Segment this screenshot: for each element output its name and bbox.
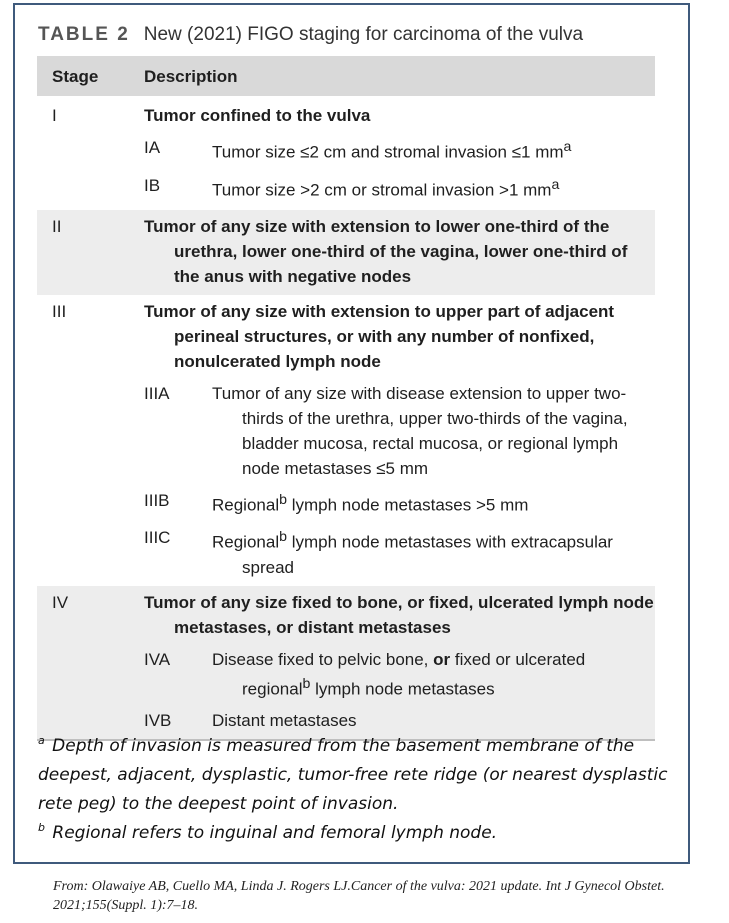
stage-cell: II: [37, 210, 144, 295]
table-label: TABLE 2: [38, 24, 130, 45]
stage-cell: IV: [37, 586, 144, 640]
footnote-mark: b: [38, 821, 45, 834]
stage-cell: III: [52, 302, 67, 322]
substage-text: Regional: [212, 532, 280, 552]
source-citation: From: Olawaiye AB, Cuello MA, Linda J. Rogers LJ.Cancer of the vulva: 2021 update. Int J Gynecol Obstet. 2021;155(Suppl. 1):7–18.: [53, 879, 665, 913]
substage-code: IB: [144, 175, 161, 195]
stage-description: Tumor confined to the vulva: [144, 106, 371, 125]
substage-text-rest: lymph node metastases: [310, 679, 495, 699]
footnote-a: [38, 732, 678, 819]
substage-code: IVA: [144, 649, 171, 669]
substage-code: IVB: [144, 711, 172, 731]
substage-text: Tumor size >2 cm or stromal invasion >1 mm: [212, 180, 552, 200]
stage-group-iii: [37, 295, 655, 585]
stage-group-i: [37, 96, 655, 210]
stage-description: Tumor of any size fixed to bone, or fixed, ulcerated lymph node metastases, or distant metastases: [144, 586, 655, 640]
substage-row: [37, 640, 655, 702]
header-row: [37, 56, 655, 96]
substage-row: [37, 128, 655, 165]
substage-text: Regional: [212, 495, 280, 515]
substage-code: IIIA: [144, 384, 170, 404]
footnote-ref: b: [302, 675, 311, 692]
stage-group-ii: [37, 210, 655, 295]
substage-code: IIIB: [144, 491, 170, 511]
footnote-ref: b: [279, 528, 287, 545]
substage-code: IIIC: [144, 527, 171, 547]
footnotes: [38, 732, 678, 848]
substage-text-rest: lymph node metastases >5 mm: [286, 495, 529, 515]
table-row: [37, 295, 655, 374]
substage-text-bold: or: [433, 649, 451, 669]
footnote-ref: a: [551, 176, 560, 193]
substage-text-rest: lymph node metastases with extracapsular spread: [242, 532, 613, 577]
substage-text-mid: fixed or ulcerated regional: [242, 649, 586, 699]
footnote-ref: b: [279, 492, 287, 509]
table-caption: New (2021) FIGO staging for carcinoma of the vulva: [143, 24, 584, 45]
table-row: [37, 96, 655, 128]
footnote-mark: a: [38, 734, 45, 747]
footnote-b: [38, 819, 678, 848]
substage-row: [37, 518, 655, 586]
substage-code: IA: [144, 138, 161, 157]
table-row: [37, 586, 655, 640]
substage-row: [37, 165, 655, 211]
footnote-text: Depth of invasion is measured from the basement membrane of the deepest, adjacent, dysplastic, tumor-free rete ridge (or nearest dysplastic rete peg) to the deepest point of invasion.: [38, 736, 668, 814]
stage-cell: I: [52, 106, 57, 125]
stage-description: Tumor of any size with extension to upper part of adjacent perineal structures, or with any number of nonfixed, nonulcerated lymph node: [144, 302, 615, 372]
substage-text: Distant metastases: [212, 711, 357, 731]
substage-text: Tumor size ≤2 cm and stromal invasion ≤1 mm: [212, 142, 564, 162]
header-description: Description: [144, 56, 655, 96]
stage-description: Tumor of any size with extension to lower one-third of the urethra, lower one-third of the vagina, lower one-third of the anus with negative nodes: [144, 210, 655, 295]
substage-row: [37, 374, 655, 481]
stage-group-iv: [37, 586, 655, 741]
table-title: [38, 24, 583, 46]
footnote-ref: a: [563, 139, 572, 155]
substage-text: Disease fixed to pelvic bone,: [212, 649, 434, 669]
substage-row: [37, 481, 655, 518]
staging-table: [37, 56, 655, 741]
header-stage: Stage: [37, 56, 144, 96]
substage-text: Tumor of any size with disease extension to upper two-thirds of the urethra, upper two-thirds of the vagina, bladder mucosa, rectal mucosa, or regional lymph node metastases ≤5 mm: [212, 384, 628, 479]
footnote-text: Regional refers to inguinal and femoral lymph node.: [52, 823, 498, 843]
table-row: [37, 210, 655, 295]
